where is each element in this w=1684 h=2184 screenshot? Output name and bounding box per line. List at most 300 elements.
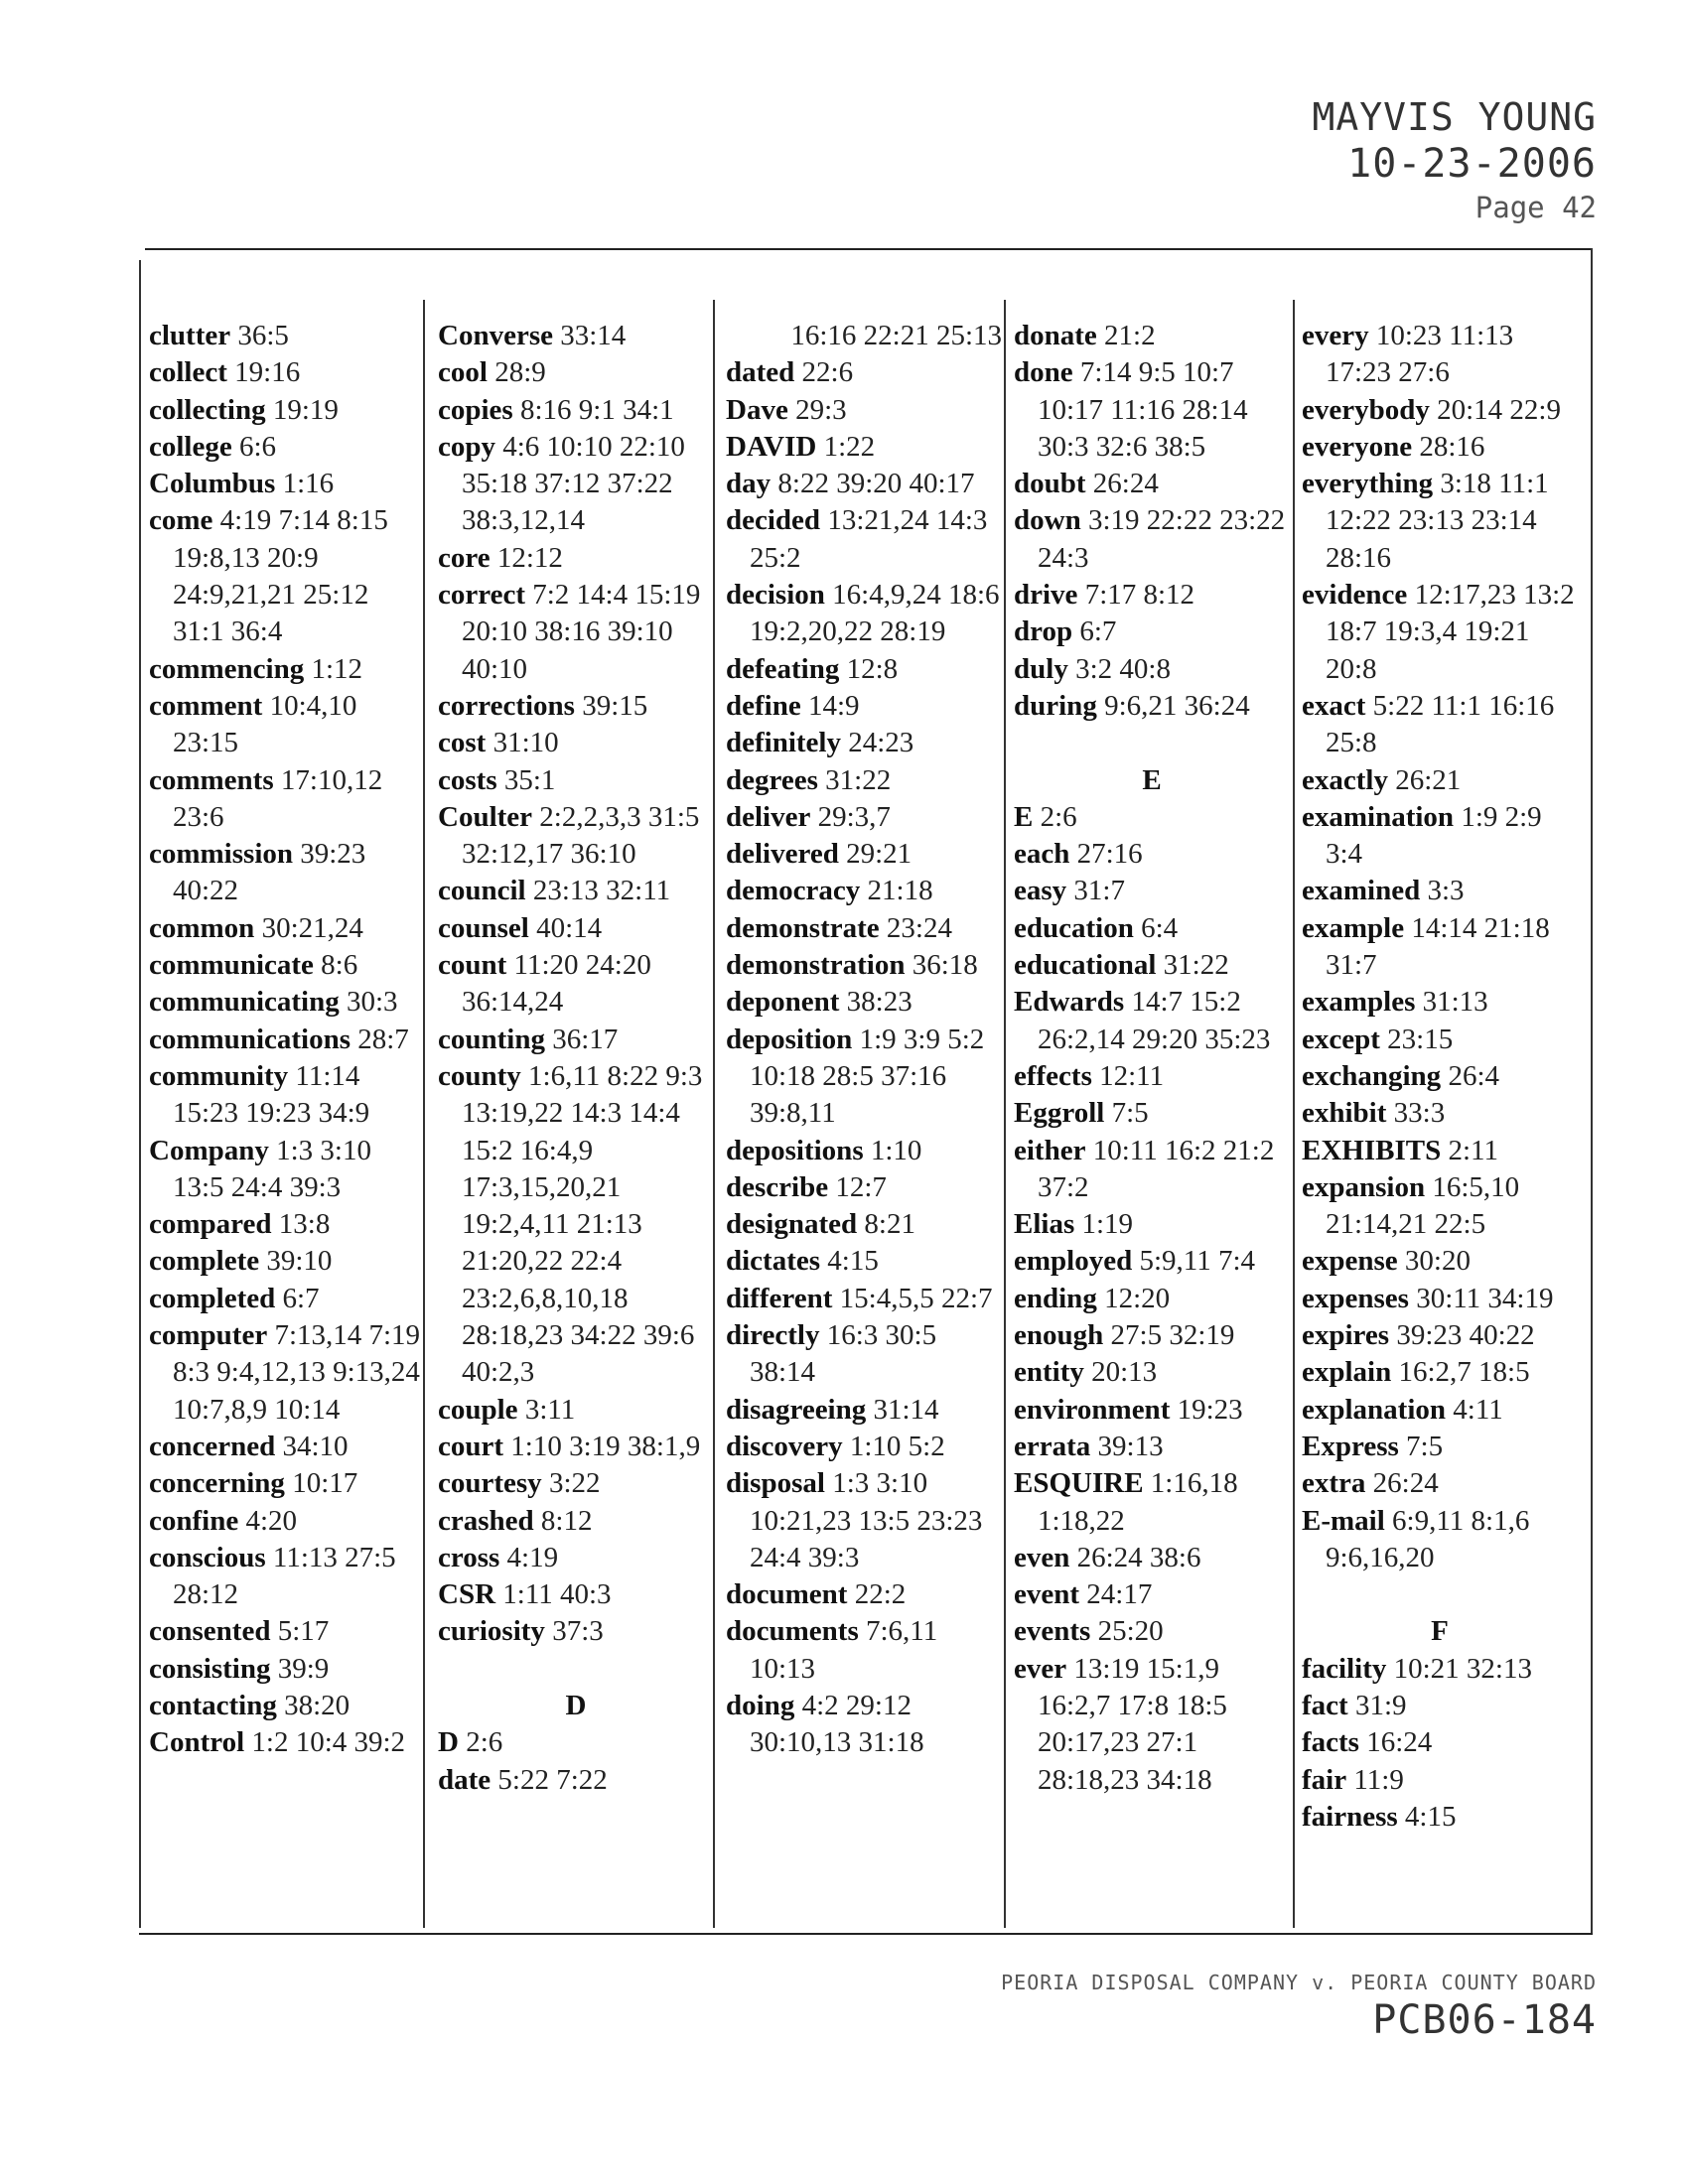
- page-line-refs: 39:15: [582, 689, 648, 722]
- page-line-refs: 36:5: [237, 320, 289, 351]
- index-entry: [1302, 466, 1578, 577]
- index-entry: [1014, 910, 1290, 947]
- index-entry: [1302, 910, 1578, 985]
- index-term: different: [726, 1282, 833, 1314]
- index-term: everything: [1302, 468, 1434, 500]
- page-line-refs: 19:16: [234, 356, 301, 389]
- index-term: deposition: [726, 1023, 853, 1055]
- index-term: extra: [1302, 1467, 1366, 1500]
- index-term: done: [1014, 356, 1073, 389]
- index-term: comments: [149, 763, 274, 796]
- page-line-refs: 15:4,5,5 22:7: [839, 1282, 993, 1314]
- index-entry: [438, 1762, 714, 1799]
- index-entry: [1302, 799, 1578, 874]
- page-line-refs: 8:12: [540, 1504, 593, 1537]
- index-entry: [149, 688, 425, 762]
- index-entry: [1014, 1540, 1290, 1576]
- index-term: cool: [438, 356, 488, 389]
- index-entry: [438, 1503, 714, 1540]
- index-entry: [149, 1206, 425, 1243]
- index-entry: [149, 1317, 425, 1429]
- page-line-refs: 1:16: [282, 468, 335, 500]
- index-term: either: [1014, 1134, 1086, 1166]
- index-entry: [149, 651, 425, 688]
- column-divider: [1293, 300, 1295, 1928]
- index-term: decision: [726, 579, 825, 612]
- index-term: demonstration: [726, 949, 906, 982]
- index-term: except: [1302, 1023, 1380, 1055]
- index-term: even: [1014, 1541, 1070, 1573]
- index-entry: [438, 910, 714, 947]
- page-line-refs: 16:5,10 21:14,21 22:5: [1326, 1170, 1520, 1241]
- page-line-refs: 24:17: [1086, 1578, 1153, 1611]
- index-entry: [1014, 1206, 1290, 1243]
- index-entry: [149, 984, 425, 1021]
- index-entry: [726, 836, 1002, 873]
- page-line-refs: 13:8: [278, 1208, 331, 1241]
- page-line-refs: 5:22 11:1 16:16 25:8: [1326, 689, 1555, 759]
- index-term: crashed: [438, 1504, 534, 1537]
- index-term: delivered: [726, 838, 839, 871]
- index-term: everyone: [1302, 430, 1413, 463]
- index-term: Company: [149, 1134, 269, 1166]
- index-term: describe: [726, 1170, 829, 1203]
- index-term: exchanging: [1302, 1059, 1442, 1092]
- page-line-refs: 8:21: [864, 1208, 915, 1241]
- index-entry: [149, 354, 425, 391]
- index-entry: [438, 318, 714, 354]
- index-entry: [438, 540, 714, 577]
- index-entry: [726, 1169, 1002, 1206]
- page-line-refs: 23:24: [886, 911, 952, 944]
- index-entry: [726, 873, 1002, 909]
- page-line-refs: 1:19: [1081, 1208, 1134, 1241]
- index-entry: [1014, 1133, 1290, 1207]
- page-line-refs: 38:20: [284, 1689, 351, 1721]
- index-term: duly: [1014, 652, 1068, 685]
- index-term: complete: [149, 1245, 260, 1278]
- page-line-refs: 7:2 14:4 15:19 20:10 38:16 39:10 40:10: [462, 579, 701, 685]
- index-term: communicate: [149, 949, 314, 982]
- index-entry: [726, 725, 1002, 761]
- index-entry: [149, 1022, 425, 1058]
- page-line-refs: 7:13,14 7:19 8:3 9:4,12,13 9:13,24 10:7,8,9 10:14: [173, 1319, 421, 1426]
- index-entry: [149, 1429, 425, 1465]
- index-entry: [1302, 1762, 1578, 1799]
- index-entry: [1302, 392, 1578, 429]
- index-term: examples: [1302, 986, 1416, 1019]
- index-entry: [438, 725, 714, 761]
- page-line-refs: 3:2 40:8: [1075, 652, 1171, 685]
- page-line-refs: 4:19 7:14 8:15 19:8,13 20:9 24:9,21,21 25:12 31:1 36:4: [173, 504, 388, 648]
- index-entry: [1302, 1688, 1578, 1724]
- index-term: events: [1014, 1615, 1091, 1648]
- index-term: count: [438, 949, 507, 982]
- index-term: doing: [726, 1689, 795, 1721]
- index-entry: [726, 947, 1002, 984]
- index-entry: [1302, 1503, 1578, 1577]
- index-entry: [726, 318, 1002, 354]
- page-line-refs: 20:14 22:9: [1437, 393, 1561, 426]
- index-term: comment: [149, 689, 263, 722]
- index-entry: [726, 984, 1002, 1021]
- page-line-refs: 14:7 15:2 26:2,14 29:20 35:23: [1038, 986, 1271, 1055]
- page-line-refs: 28:7: [357, 1023, 409, 1055]
- page-line-refs: 11:9: [1353, 1763, 1404, 1796]
- index-term: completed: [149, 1282, 276, 1314]
- index-entry: [1014, 836, 1290, 873]
- page-line-refs: 31:9: [1354, 1689, 1407, 1721]
- index-entry: [438, 873, 714, 909]
- index-entry: [1014, 1429, 1290, 1465]
- column-divider: [1004, 300, 1006, 1928]
- page-line-refs: 3:11: [524, 1393, 576, 1426]
- page-line-refs: 7:14 9:5 10:7 10:17 11:16 28:14 30:3 32:6 38:5: [1038, 356, 1248, 463]
- page-line-refs: 39:10: [266, 1245, 333, 1278]
- page-line-refs: 1:9 2:9 3:4: [1326, 800, 1542, 871]
- index-term: expenses: [1302, 1282, 1409, 1314]
- deposition-date: 10-23-2006: [1347, 141, 1597, 187]
- index-term: Control: [149, 1726, 245, 1759]
- index-entry: [1014, 577, 1290, 614]
- index-term: disagreeing: [726, 1393, 867, 1426]
- index-term: correct: [438, 579, 525, 612]
- index-entry: [726, 910, 1002, 947]
- page-line-refs: 7:5: [1111, 1097, 1149, 1130]
- index-entry: [1014, 318, 1290, 354]
- page-line-refs: 31:14: [873, 1393, 939, 1426]
- page-line-refs: 12:20: [1104, 1282, 1171, 1314]
- page-line-refs: 11:20 24:20 36:14,24: [462, 949, 651, 1019]
- index-entry: [1014, 614, 1290, 650]
- index-entry: [1302, 1095, 1578, 1132]
- index-term: ESQUIRE: [1014, 1467, 1144, 1500]
- index-term: expense: [1302, 1245, 1398, 1278]
- page-number: Page 42: [1474, 191, 1597, 224]
- page-line-refs: 1:16,18 1:18,22: [1038, 1467, 1238, 1537]
- index-entry: [1014, 1354, 1290, 1391]
- index-entry: [1014, 1281, 1290, 1317]
- index-entry: [726, 1688, 1002, 1762]
- index-term: each: [1014, 838, 1070, 871]
- index-term: facts: [1302, 1726, 1359, 1759]
- index-entry: [726, 1465, 1002, 1576]
- index-term: expansion: [1302, 1170, 1426, 1203]
- page-line-refs: 20:13: [1091, 1356, 1158, 1389]
- index-term: exactly: [1302, 763, 1388, 796]
- index-term: define: [726, 689, 801, 722]
- index-term: during: [1014, 689, 1097, 722]
- index-entry: [1302, 1022, 1578, 1058]
- index-term: couple: [438, 1393, 518, 1426]
- index-entry: [726, 1576, 1002, 1613]
- page-line-refs: 2:2,2,3,3 31:5 32:12,17 36:10: [462, 800, 700, 871]
- index-term: costs: [438, 763, 497, 796]
- index-term: discovery: [726, 1430, 843, 1462]
- index-entry: [149, 947, 425, 984]
- page-line-refs: 6:4: [1141, 911, 1179, 944]
- page-line-refs: 1:3 3:10 10:21,23 13:5 23:23 24:4 39:3: [750, 1467, 983, 1573]
- page-line-refs: 1:22: [823, 430, 876, 463]
- page-line-refs: 38:23: [846, 986, 912, 1019]
- index-entry: [726, 1392, 1002, 1429]
- index-column-1: [149, 318, 425, 1762]
- index-term: E: [1014, 800, 1034, 833]
- index-term: Elias: [1014, 1208, 1075, 1241]
- page-line-refs: 28:9: [494, 356, 546, 389]
- page-line-refs: 39:23 40:22: [173, 838, 366, 907]
- index-entry: [149, 1133, 425, 1207]
- page-line-refs: 1:2 10:4 39:2: [251, 1726, 406, 1759]
- index-entry: [438, 762, 714, 799]
- section-letter: F: [1431, 1615, 1449, 1648]
- page-line-refs: 1:9 3:9 5:2 10:18 28:5 37:16 39:8,11: [750, 1023, 985, 1130]
- index-entry: [1014, 354, 1290, 466]
- index-term: examined: [1302, 875, 1421, 907]
- index-term: contacting: [149, 1689, 277, 1721]
- index-entry: [726, 354, 1002, 391]
- index-entry: [1302, 1058, 1578, 1095]
- index-entry: [149, 1503, 425, 1540]
- index-term: county: [438, 1059, 521, 1092]
- page-line-refs: 10:11 16:2 21:2 37:2: [1038, 1134, 1275, 1203]
- page-line-refs: 4:2 29:12 30:10,13 31:18: [750, 1689, 924, 1759]
- page-line-refs: 12:17,23 13:2 18:7 19:3,4 19:21 20:8: [1326, 579, 1575, 685]
- page-line-refs: 39:9: [277, 1652, 330, 1685]
- page-line-refs: 23:15: [1387, 1023, 1454, 1055]
- index-entry: [438, 429, 714, 540]
- index-term: cost: [438, 727, 487, 759]
- index-term: exhibit: [1302, 1097, 1387, 1130]
- spacer: [1014, 725, 1290, 761]
- index-entry: [1302, 1465, 1578, 1502]
- index-term: collect: [149, 356, 227, 389]
- frame-bottom-rule: [139, 1933, 1593, 1935]
- index-entry: [726, 1133, 1002, 1169]
- spacer: [1302, 1576, 1578, 1613]
- index-entry: [1302, 577, 1578, 688]
- index-entry: [438, 1392, 714, 1429]
- spacer: [438, 1651, 714, 1688]
- page-line-refs: 26:24 38:6: [1076, 1541, 1201, 1573]
- index-entry: [438, 1724, 714, 1761]
- page-line-refs: 1:10: [870, 1134, 922, 1166]
- index-term: depositions: [726, 1134, 864, 1166]
- index-term: degrees: [726, 763, 818, 796]
- index-term: effects: [1014, 1059, 1092, 1092]
- index-term: employed: [1014, 1245, 1133, 1278]
- page-line-refs: 4:15: [1404, 1800, 1457, 1833]
- index-entry: [149, 502, 425, 650]
- index-entry: [1302, 984, 1578, 1021]
- index-term: copy: [438, 430, 495, 463]
- index-term: dated: [726, 356, 795, 389]
- page-line-refs: 6:9,11 8:1,6 9:6,16,20: [1326, 1504, 1530, 1573]
- index-term: courtesy: [438, 1467, 542, 1500]
- index-term: down: [1014, 504, 1081, 537]
- index-term: counsel: [438, 911, 529, 944]
- index-entry: [1302, 1392, 1578, 1429]
- page-line-refs: 17:10,12 23:6: [173, 763, 383, 833]
- page-line-refs: 7:5: [1406, 1430, 1444, 1462]
- index-term: confine: [149, 1504, 239, 1537]
- index-entry: [438, 577, 714, 688]
- page-line-refs: 30:21,24: [261, 911, 363, 944]
- index-entry: [726, 502, 1002, 577]
- index-entry: [149, 429, 425, 466]
- index-entry: [438, 947, 714, 1022]
- page-line-refs: 34:10: [282, 1430, 349, 1462]
- index-term: community: [149, 1059, 289, 1092]
- index-entry: [438, 1540, 714, 1576]
- index-entry: [1302, 1169, 1578, 1244]
- page-line-refs: 12:11: [1099, 1059, 1165, 1092]
- index-term: explain: [1302, 1356, 1392, 1389]
- page-line-refs: 26:21: [1395, 763, 1462, 796]
- index-term: Columbus: [149, 468, 276, 500]
- index-term: designated: [726, 1208, 858, 1241]
- index-term: fairness: [1302, 1800, 1398, 1833]
- page-line-refs: 6:7: [1079, 615, 1117, 648]
- index-term: document: [726, 1578, 848, 1611]
- index-entry: [1014, 1058, 1290, 1095]
- index-entry: [726, 1429, 1002, 1465]
- page-line-refs: 11:13 27:5 28:12: [173, 1541, 396, 1611]
- index-entry: [149, 1540, 425, 1614]
- index-term: defeating: [726, 652, 840, 685]
- index-term: core: [438, 541, 491, 574]
- index-entry: [1014, 1613, 1290, 1650]
- index-term: disposal: [726, 1467, 825, 1500]
- index-column-4: [1014, 318, 1290, 1799]
- page-line-refs: 31:13: [1422, 986, 1488, 1019]
- page-line-refs: 3:3: [1427, 875, 1465, 907]
- index-entry: [1302, 1799, 1578, 1836]
- index-term: decided: [726, 504, 821, 537]
- page-line-refs: 5:9,11 7:4: [1139, 1245, 1256, 1278]
- index-entry: [149, 1465, 425, 1502]
- page-line-refs: 21:2: [1104, 320, 1156, 351]
- page-line-refs: 12:8: [846, 652, 899, 685]
- index-entry: [438, 799, 714, 874]
- index-entry: [726, 1317, 1002, 1392]
- page-line-refs: 6:6: [238, 430, 277, 463]
- index-entry: [1302, 1243, 1578, 1280]
- index-term: Converse: [438, 320, 553, 351]
- page-line-refs: 8:22 39:20 40:17: [777, 468, 975, 500]
- index-term: drop: [1014, 615, 1073, 648]
- index-term: Edwards: [1014, 986, 1125, 1019]
- page-line-refs: 33:3: [1393, 1097, 1446, 1130]
- index-entry: [1302, 1724, 1578, 1761]
- page-line-refs: 19:23: [1177, 1393, 1243, 1426]
- index-entry: [1302, 1317, 1578, 1354]
- index-entry: [1014, 1392, 1290, 1429]
- page-line-refs: 1:6,11 8:22 9:3 13:19,22 14:3 14:4 15:2 16:4,9 17:3,15,20,21 19:2,4,11 21:13 21:20,22 22:4 23:2,6,8,10,18 28:18,23 34:22 39:6 40:2,3: [462, 1059, 703, 1389]
- index-entry: [726, 762, 1002, 799]
- index-column-5: [1302, 318, 1578, 1836]
- index-term: EXHIBITS: [1302, 1134, 1442, 1166]
- page-line-refs: 12:7: [835, 1170, 887, 1203]
- page-line-refs: 36:17: [552, 1023, 619, 1055]
- page-line-refs: 29:3: [795, 393, 847, 426]
- index-entry: [726, 429, 1002, 466]
- index-term: education: [1014, 911, 1134, 944]
- index-term: communications: [149, 1023, 351, 1055]
- index-entry: [726, 1243, 1002, 1280]
- page-line-refs: 13:19 15:1,9 16:2,7 17:8 18:5 20:17,23 27:1 28:18,23 34:18: [1038, 1652, 1227, 1796]
- page-line-refs: 31:22: [825, 763, 892, 796]
- index-entry: [726, 651, 1002, 688]
- page-line-refs: 4:20: [245, 1504, 298, 1537]
- index-term: easy: [1014, 875, 1067, 907]
- index-column-2: [438, 318, 714, 1799]
- frame-right-rule: [1591, 248, 1593, 1933]
- index-term: Coulter: [438, 800, 533, 833]
- index-entry: [1014, 1576, 1290, 1613]
- page-line-refs: 4:6 10:10 22:10 35:18 37:12 37:22 38:3,12,14: [462, 430, 685, 537]
- page-line-refs: 16:2,7 18:5: [1398, 1356, 1530, 1389]
- index-term: communicating: [149, 986, 340, 1019]
- index-term: deponent: [726, 986, 840, 1019]
- page-line-refs: 13:21,24 14:3 25:2: [750, 504, 988, 574]
- witness-name: MAYVIS YOUNG: [1312, 95, 1597, 139]
- page-line-refs: 8:6: [321, 949, 358, 982]
- page-line-refs: 1:3 3:10 13:5 24:4 39:3: [173, 1134, 371, 1203]
- index-entry: [149, 1724, 425, 1761]
- page-line-refs: 4:15: [827, 1245, 879, 1278]
- index-term: date: [438, 1763, 491, 1796]
- index-entry: [1014, 799, 1290, 836]
- index-term: Express: [1302, 1430, 1399, 1462]
- index-term: evidence: [1302, 579, 1408, 612]
- index-term: cross: [438, 1541, 500, 1573]
- index-entry: [1302, 1133, 1578, 1169]
- page-line-refs: 39:23 40:22: [1396, 1319, 1535, 1352]
- index-term: concerned: [149, 1430, 276, 1462]
- index-term: donate: [1014, 320, 1097, 351]
- page-line-refs: 37:3: [552, 1615, 604, 1648]
- index-term: deliver: [726, 800, 811, 833]
- index-term: dictates: [726, 1245, 821, 1278]
- page-line-refs: 2:11: [1448, 1134, 1498, 1166]
- index-entry: [1014, 947, 1290, 984]
- index-entry: [726, 466, 1002, 502]
- page-line-refs: 3:19 22:22 23:22 24:3: [1038, 504, 1286, 574]
- index-term: exact: [1302, 689, 1366, 722]
- page-line-refs: 5:17: [277, 1615, 330, 1648]
- index-entry: [438, 1576, 714, 1613]
- page-line-refs: 25:20: [1097, 1615, 1164, 1648]
- index-term: concerning: [149, 1467, 285, 1500]
- index-entry: [1014, 1243, 1290, 1280]
- index-term: event: [1014, 1578, 1080, 1611]
- index-entry: [149, 910, 425, 947]
- index-entry: [438, 688, 714, 725]
- index-term: compared: [149, 1208, 272, 1241]
- index-term: example: [1302, 911, 1405, 944]
- index-entry: [149, 1281, 425, 1317]
- index-entry: [1014, 502, 1290, 577]
- index-entry: [149, 318, 425, 354]
- index-entry: [149, 1243, 425, 1280]
- index-entry: [149, 1058, 425, 1133]
- case-number: PCB06-184: [1372, 1997, 1597, 2043]
- page-line-refs: 39:13: [1097, 1430, 1164, 1462]
- page-line-refs: 19:19: [272, 393, 339, 426]
- page-line-refs: 27:16: [1076, 838, 1143, 871]
- page-line-refs: 1:10 3:19 38:1,9: [510, 1430, 701, 1462]
